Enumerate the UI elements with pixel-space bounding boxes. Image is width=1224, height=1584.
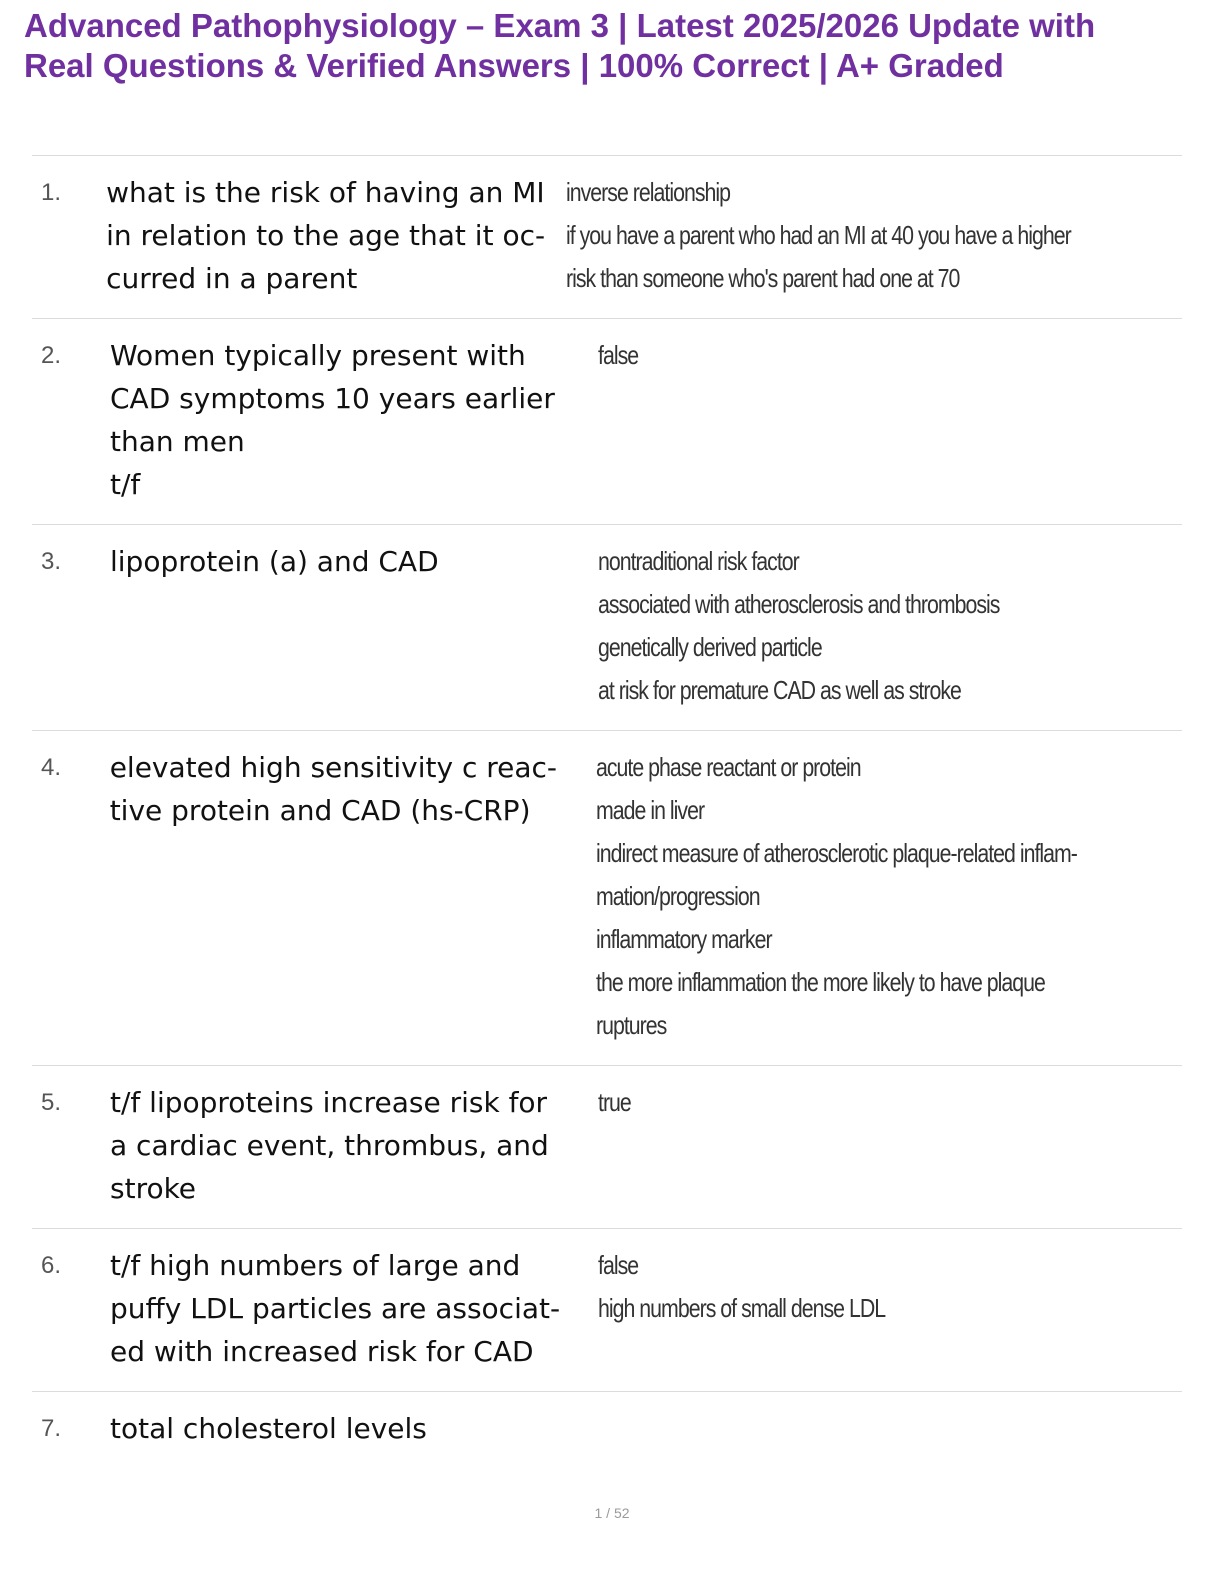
question-text: t/f high numbers of large and puffy LDL particles are associat- ed with increased risk for CAD bbox=[110, 1249, 561, 1368]
item-number: 3. bbox=[41, 548, 62, 575]
answer-line: ruptures bbox=[595, 1010, 666, 1040]
item-number: 1. bbox=[41, 179, 62, 206]
question-text: Women typically present with CAD symptoms 10 years earlier than men t/f bbox=[110, 339, 555, 501]
answer-text bbox=[598, 334, 1077, 506]
answer-line: inflammatory marker bbox=[595, 924, 772, 954]
question-text: total cholesterol levels bbox=[110, 1412, 427, 1445]
qa-row-6 bbox=[32, 1229, 1182, 1392]
answer-text bbox=[596, 746, 1077, 1047]
answer-line: at risk for premature CAD as well as stroke bbox=[598, 675, 961, 705]
answer-line: false bbox=[598, 1250, 639, 1280]
title-line-2: Real Questions & Verified Answers | 100% Correct | A+ Graded bbox=[24, 47, 1004, 84]
answer-line: acute phase reactant or protein bbox=[595, 752, 861, 782]
qa-row-1 bbox=[32, 156, 1182, 319]
answer-line: made in liver bbox=[595, 795, 704, 825]
answer-line: associated with atherosclerosis and thrombosis bbox=[598, 589, 1000, 619]
qa-table bbox=[32, 155, 1182, 1468]
answer-line: the more inflammation the more likely to have plaque bbox=[595, 967, 1045, 997]
answer-line: indirect measure of atherosclerotic plaque-related inflam- bbox=[595, 838, 1077, 868]
answer-text bbox=[598, 540, 1077, 712]
item-number: 4. bbox=[41, 754, 62, 781]
document-title bbox=[24, 6, 1204, 86]
answer-line: risk than someone who's parent had one at 70 bbox=[566, 263, 960, 293]
answer-line: false bbox=[598, 340, 639, 370]
answer-text bbox=[598, 1244, 1077, 1373]
answer-line: nontraditional risk factor bbox=[598, 546, 799, 576]
title-line-1: Advanced Pathophysiology – Exam 3 | Latest 2025/2026 Update with bbox=[24, 7, 1096, 44]
question-text: lipoprotein (a) and CAD bbox=[110, 545, 439, 578]
qa-row-4 bbox=[32, 731, 1182, 1066]
answer-line: true bbox=[598, 1087, 631, 1117]
answer-text bbox=[598, 1081, 1077, 1210]
answer-line: mation/progression bbox=[595, 881, 760, 911]
item-number: 5. bbox=[41, 1089, 62, 1116]
question-text: what is the risk of having an MI in relation to the age that it oc- curred in a parent bbox=[106, 176, 546, 295]
qa-row-3 bbox=[32, 525, 1182, 731]
item-number: 7. bbox=[41, 1415, 62, 1442]
qa-row-5 bbox=[32, 1066, 1182, 1229]
qa-row-2 bbox=[32, 319, 1182, 525]
item-number: 2. bbox=[41, 342, 62, 369]
qa-row-7 bbox=[32, 1392, 1182, 1468]
answer-line: genetically derived particle bbox=[598, 632, 822, 662]
answer-line: if you have a parent who had an MI at 40 you have a higher bbox=[566, 220, 1072, 250]
answer-line: inverse relationship bbox=[566, 177, 731, 207]
answer-text bbox=[566, 171, 1071, 300]
item-number: 6. bbox=[41, 1252, 62, 1279]
question-text: elevated high sensitivity c reac- tive protein and CAD (hs-CRP) bbox=[109, 751, 558, 827]
answer-text bbox=[598, 1407, 1077, 1450]
answer-line: high numbers of small dense LDL bbox=[598, 1293, 886, 1323]
page-indicator: 1 / 52 bbox=[594, 1505, 630, 1521]
question-text: t/f lipoproteins increase risk for a cardiac event, thrombus, and stroke bbox=[110, 1086, 549, 1205]
